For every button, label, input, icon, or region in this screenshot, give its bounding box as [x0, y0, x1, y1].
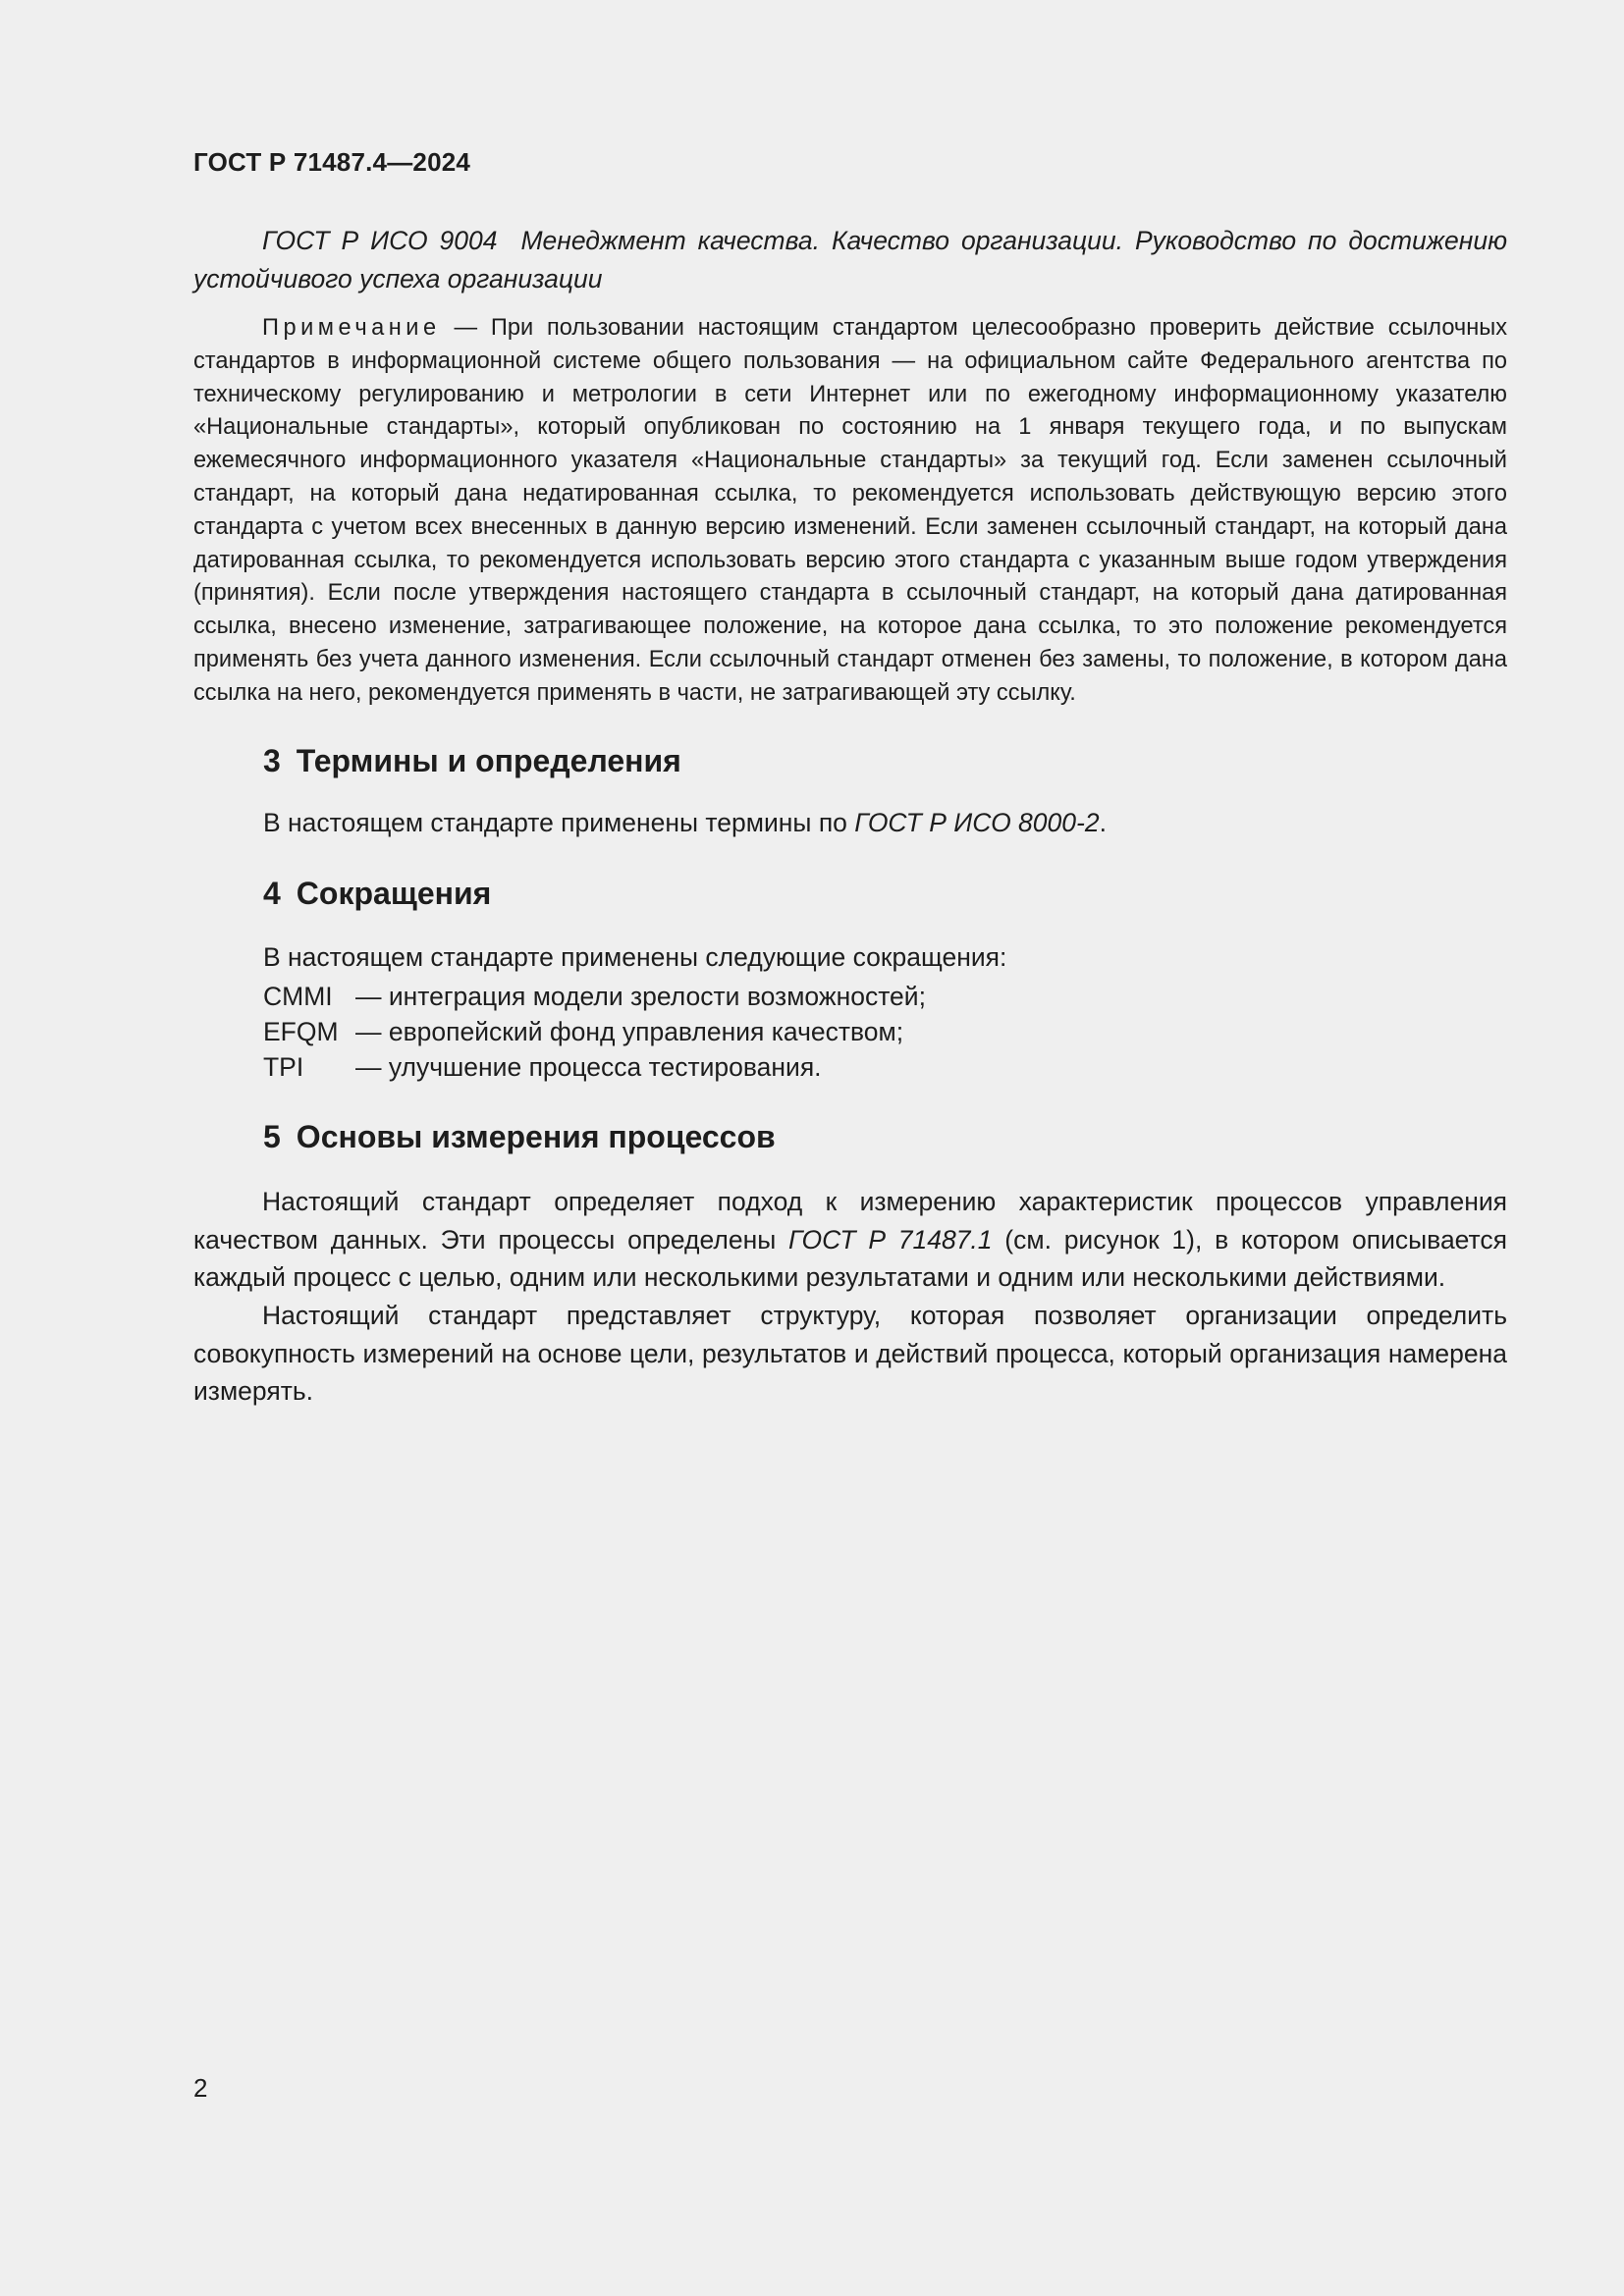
reference-code: ГОСТ Р ИСО 9004	[262, 226, 498, 255]
text-run: Настоящий стандарт определяет подход к измерению характеристик процессов управления качеством данных. Эти процессы определены	[193, 1187, 1507, 1255]
normative-reference-entry	[193, 222, 1507, 298]
section-title: Сокращения	[296, 876, 492, 911]
section-5-paragraph-2: Настоящий стандарт представляет структуру, которая позволяет организации определить совокупность измерений на основе цели, результатов и действий процесса, который организация намерена измерять.	[193, 1301, 1507, 1406]
section-3-text	[263, 804, 1107, 841]
abbreviation-definition: — интеграция модели зрелости возможностей;	[355, 982, 926, 1011]
text-run: .	[1099, 808, 1107, 837]
section-3-heading	[263, 743, 681, 779]
reference-title: Менеджмент качества. Качество организации. Руководство по достижению устойчивого успеха организации	[193, 226, 1507, 294]
abbreviation-term: TPI	[263, 1052, 304, 1082]
standard-reference: ГОСТ Р ИСО 8000-2	[854, 808, 1100, 837]
abbreviation-item	[263, 1014, 926, 1049]
page-number: 2	[193, 2073, 208, 2103]
text-run: (см. рисунок 1), в котором описывается каждый процесс с целью, одним или несколькими результатами и одним или несколькими действиями.	[193, 1224, 1507, 1292]
abbreviation-definition: — европейский фонд управления качеством;	[355, 1017, 904, 1046]
section-title: Основы измерения процессов	[296, 1119, 776, 1154]
section-number: 3	[263, 743, 281, 778]
abbreviation-term: EFQM	[263, 1017, 339, 1046]
section-4-intro: В настоящем стандарте применены следующие сокращения:	[263, 942, 1007, 972]
abbreviation-list	[263, 979, 926, 1085]
abbreviation-item	[263, 1049, 926, 1085]
note-text: — При пользовании настоящим стандартом целесообразно проверить действие ссылочных стандартов в информационной системе общего пользования — на официальном сайте Федерального агентства по техническому регулированию и метрологии в сети Интернет или по ежегодному информационному указателю «Национальные стандарты», который опубликован по состоянию на 1 января текущего года, и по выпускам ежемесячного информационного указателя «Национальные стандарты» за текущий год. Если заменен ссылочный стандарт, на который дана недатированная ссылка, то рекомендуется использовать действующую версию этого стандарта с учетом всех внесенных в данную версию изменений. Если заменен ссылочный стандарт, на который дана датированная ссылка, то рекомендуется использовать версию этого стандарта с указанным выше годом утверждения (принятия). Если после утверждения настоящего стандарта в ссылочный стандарт, на который дана датированная ссылка, внесено изменение, затрагивающее положение, на которое дана ссылка, то это положение рекомендуется применять без учета данного изменения. Если ссылочный стандарт отменен без замены, то положение, в котором дана ссылка на него, рекомендуется применять в части, не затрагивающей эту ссылку.	[193, 315, 1507, 706]
note-label: Примечание	[262, 315, 441, 341]
section-number: 4	[263, 876, 281, 911]
standard-reference: ГОСТ Р 71487.1	[788, 1224, 993, 1255]
abbreviation-definition: — улучшение процесса тестирования.	[355, 1052, 822, 1082]
section-number: 5	[263, 1119, 281, 1154]
section-5-paragraph-1	[193, 1183, 1507, 1297]
document-code-header: ГОСТ Р 71487.4—2024	[193, 147, 471, 177]
section-5-heading	[263, 1119, 776, 1155]
section-title: Термины и определения	[296, 743, 681, 778]
abbreviation-item	[263, 979, 926, 1014]
text-run: В настоящем стандарте применены термины по	[263, 808, 847, 837]
note-paragraph	[193, 312, 1507, 711]
abbreviation-term: CMMI	[263, 982, 333, 1011]
section-4-heading	[263, 876, 491, 912]
